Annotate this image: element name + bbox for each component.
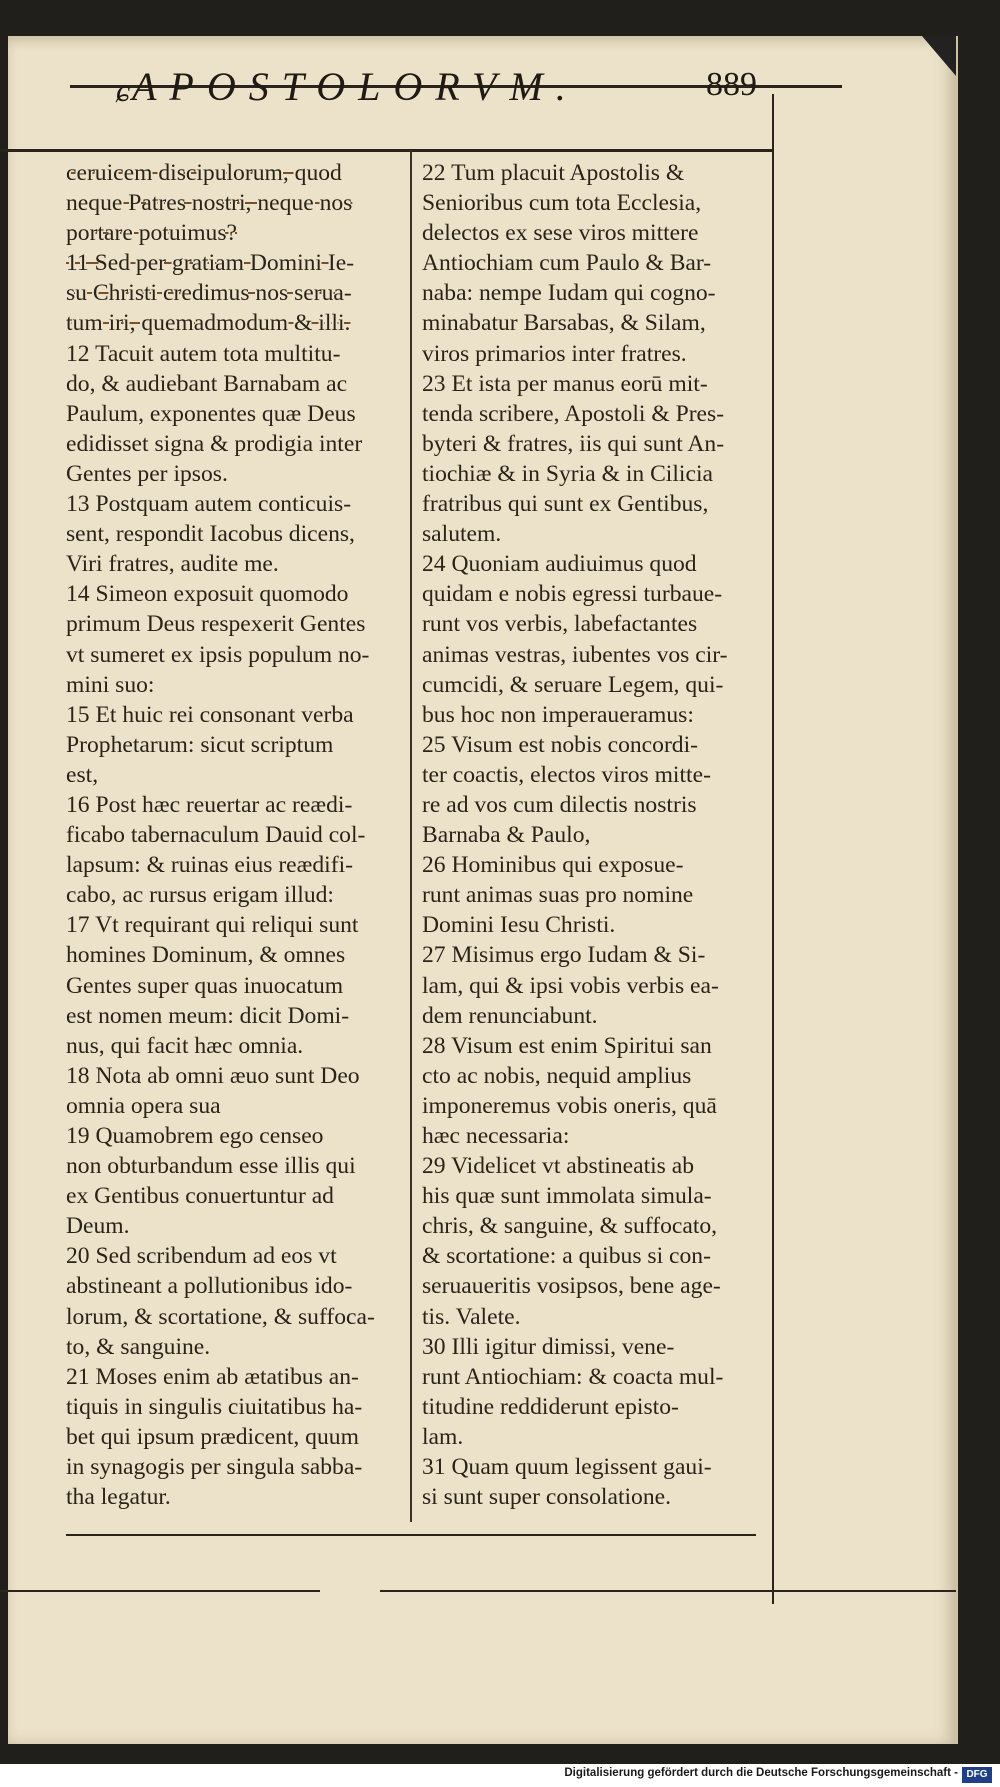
- verse-line: ceruicem discipulorum, quod: [66, 160, 342, 186]
- verse-line: Paulum, exponentes quæ Deus: [66, 400, 356, 427]
- verse-line: dem renunciabunt.: [422, 1002, 598, 1029]
- verse-line: mini suo:: [66, 671, 155, 698]
- verse-line: Deum.: [66, 1213, 130, 1240]
- verse-line: byteri & fratres, iis qui sunt An-: [422, 430, 725, 457]
- text-bottom-rule: [66, 1534, 756, 1536]
- verse-line: tha legatur.: [66, 1484, 171, 1511]
- verse-line: 24 Quoniam audiuimus quod: [422, 551, 697, 578]
- verse-line: su Christi credimus nos serua-: [66, 280, 352, 307]
- verse-line: viros primarios inter fratres.: [422, 340, 687, 367]
- verse-line: sent, respondit Iacobus dicens,: [66, 521, 355, 548]
- verse-line: 16 Post hæc reuertar ac reædi-: [66, 791, 353, 818]
- verse-line: non obturbandum esse illis qui: [66, 1153, 356, 1180]
- column-divider: [410, 150, 412, 1522]
- dfg-logo: DFG: [962, 1767, 992, 1783]
- verse-line: 29 Videlicet vt abstineatis ab: [422, 1153, 695, 1180]
- verse-line: Prophetarum: sicut scriptum: [66, 731, 334, 758]
- verse-line: tiquis in singulis ciuitatibus ha-: [66, 1393, 363, 1420]
- title-flourish: ɕ: [116, 72, 131, 108]
- verse-line: 30 Illi igitur dimissi, vene-: [422, 1333, 675, 1360]
- verse-line: omnia opera sua: [66, 1092, 221, 1119]
- verse-line: 17 Vt requirant qui reliqui sunt: [66, 912, 359, 939]
- left-column: [66, 158, 406, 1512]
- verse-line: 21 Moses enim ab ætatibus an-: [66, 1363, 359, 1390]
- right-column: [422, 158, 772, 1512]
- verse-line: & scortatione: a quibus si con-: [422, 1243, 711, 1270]
- verse-line: salutem.: [422, 521, 502, 548]
- verse-line: 27 Misimus ergo Iudam & Si-: [422, 942, 706, 969]
- verse-line: 12 Tacuit autem tota multitu-: [66, 340, 341, 367]
- verse-line: cumcidi, & seruare Legem, qui-: [422, 671, 724, 698]
- verse-line: 20 Sed scribendum ad eos vt: [66, 1243, 337, 1270]
- verse-line: 31 Quam quum legissent gaui-: [422, 1454, 712, 1481]
- verse-line: Senioribus cum tota Ecclesia,: [422, 190, 702, 217]
- verse-line: 13 Postquam autem conticuis-: [66, 491, 352, 518]
- verse-line: 19 Quamobrem ego censeo: [66, 1123, 324, 1149]
- header-bottom-rule: [0, 149, 772, 152]
- verse-line: portare potuimus?: [66, 220, 238, 247]
- verse-line: runt Antiochiam: & coacta mul-: [422, 1363, 724, 1390]
- verse-line: bus hoc non imperaueramus:: [422, 701, 694, 728]
- verse-line: si sunt super consolatione.: [422, 1484, 672, 1511]
- verse-line: quidam e nobis egressi turbaue-: [422, 581, 723, 608]
- verse-line: tum iri, quemadmodum & illi.: [66, 310, 351, 337]
- verse-line: titudine reddiderunt episto-: [422, 1393, 679, 1420]
- running-title: APOSTOLORVM.: [132, 64, 579, 109]
- verse-line: 26 Hominibus qui exposue-: [422, 852, 684, 879]
- verse-line: naba: nempe Iudam qui cogno-: [422, 280, 716, 307]
- verse-line: 28 Visum est enim Spiritui san: [422, 1032, 712, 1059]
- verse-line: 22 Tum placuit Apostolis &: [422, 160, 685, 186]
- verse-line: Barnaba & Paulo,: [422, 822, 591, 849]
- funding-note: Digitalisierung gefördert durch die Deutsche Forschungsgemeinschaft -: [564, 1767, 958, 1779]
- verse-line: fratribus qui sunt ex Gentibus,: [422, 491, 709, 518]
- verse-line: 25 Visum est nobis concordi-: [422, 731, 699, 758]
- verse-line: do, & audiebant Barnabam ac: [66, 370, 348, 397]
- running-header: [70, 60, 786, 140]
- page-bottom-rule-right: [380, 1590, 956, 1592]
- digitization-footer: [0, 1764, 1000, 1787]
- verse-line: 14 Simeon exposuit quomodo: [66, 581, 349, 608]
- verse-line: in synagogis per singula sabba-: [66, 1454, 363, 1481]
- verse-line: 11 Sed per gratiam Domini Ie-: [66, 250, 355, 277]
- margin-rule-right: [772, 94, 774, 1604]
- page-number: 889: [706, 66, 757, 103]
- page-corner-fold: [922, 36, 956, 76]
- verse-line: runt vos verbis, labefactantes: [422, 611, 698, 638]
- verse-line: est nomen meum: dicit Domi-: [66, 1002, 350, 1029]
- verse-line: lam, qui & ipsi vobis verbis ea-: [422, 972, 719, 999]
- verse-line: animas vestras, iubentes vos cir-: [422, 641, 728, 668]
- verse-line: ficabo tabernaculum Dauid col-: [66, 822, 366, 849]
- verse-line: tiochiæ & in Syria & in Cilicia: [422, 460, 713, 487]
- verse-line: lam.: [422, 1423, 464, 1450]
- verse-line: 15 Et huic rei consonant verba: [66, 701, 354, 728]
- page-bottom-rule-left: [0, 1590, 320, 1592]
- verse-line: tis. Valete.: [422, 1303, 521, 1330]
- verse-line: Gentes super quas inuocatum: [66, 972, 344, 999]
- verse-line: bet qui ipsum prædicent, quum: [66, 1423, 359, 1450]
- verse-line: nus, qui facit hæc omnia.: [66, 1032, 304, 1059]
- verse-line: lapsum: & ruinas eius reædifi-: [66, 852, 354, 879]
- verse-line: cto ac nobis, nequid amplius: [422, 1062, 692, 1089]
- verse-line: re ad vos cum dilectis nostris: [422, 791, 697, 818]
- verse-line: minabatur Barsabas, & Silam,: [422, 310, 706, 337]
- verse-line: cabo, ac rursus erigam illud:: [66, 882, 334, 909]
- verse-line: to, & sanguine.: [66, 1333, 211, 1360]
- verse-line: tenda scribere, Apostoli & Pres-: [422, 400, 725, 427]
- verse-line: abstineant a pollutionibus ido-: [66, 1273, 353, 1300]
- verse-line: ter coactis, electos viros mitte-: [422, 761, 711, 788]
- verse-line: Viri fratres, audite me.: [66, 551, 279, 578]
- verse-line: 23 Et ista per manus eorū mit-: [422, 370, 708, 397]
- verse-line: runt animas suas pro nomine: [422, 882, 694, 909]
- verse-line: hæc necessaria:: [422, 1123, 570, 1149]
- verse-line: homines Dominum, & omnes: [66, 942, 346, 969]
- verse-line: neque Patres nostri, neque nos: [66, 190, 353, 217]
- verse-line: Gentes per ipsos.: [66, 460, 228, 487]
- verse-line: ex Gentibus conuertuntur ad: [66, 1183, 334, 1210]
- verse-line: lorum, & scortatione, & suffoca-: [66, 1303, 375, 1330]
- verse-line: edidisset signa & prodigia inter: [66, 430, 363, 457]
- verse-line: his quæ sunt immolata simula-: [422, 1183, 712, 1210]
- verse-line: vt sumeret ex ipsis populum no-: [66, 641, 370, 668]
- verse-line: chris, & sanguine, & suffocato,: [422, 1213, 718, 1240]
- verse-line: est,: [66, 761, 99, 788]
- verse-line: seruaueritis vosipsos, bene age-: [422, 1273, 721, 1300]
- verse-line: Domini Iesu Christi.: [422, 912, 616, 939]
- verse-line: 18 Nota ab omni æuo sunt Deo: [66, 1062, 360, 1089]
- verse-line: imponeremus vobis oneris, quā: [422, 1092, 717, 1119]
- verse-line: primum Deus respexerit Gentes: [66, 611, 366, 638]
- verse-line: delectos ex sese viros mittere: [422, 220, 699, 247]
- verse-line: Antiochiam cum Paulo & Bar-: [422, 250, 712, 277]
